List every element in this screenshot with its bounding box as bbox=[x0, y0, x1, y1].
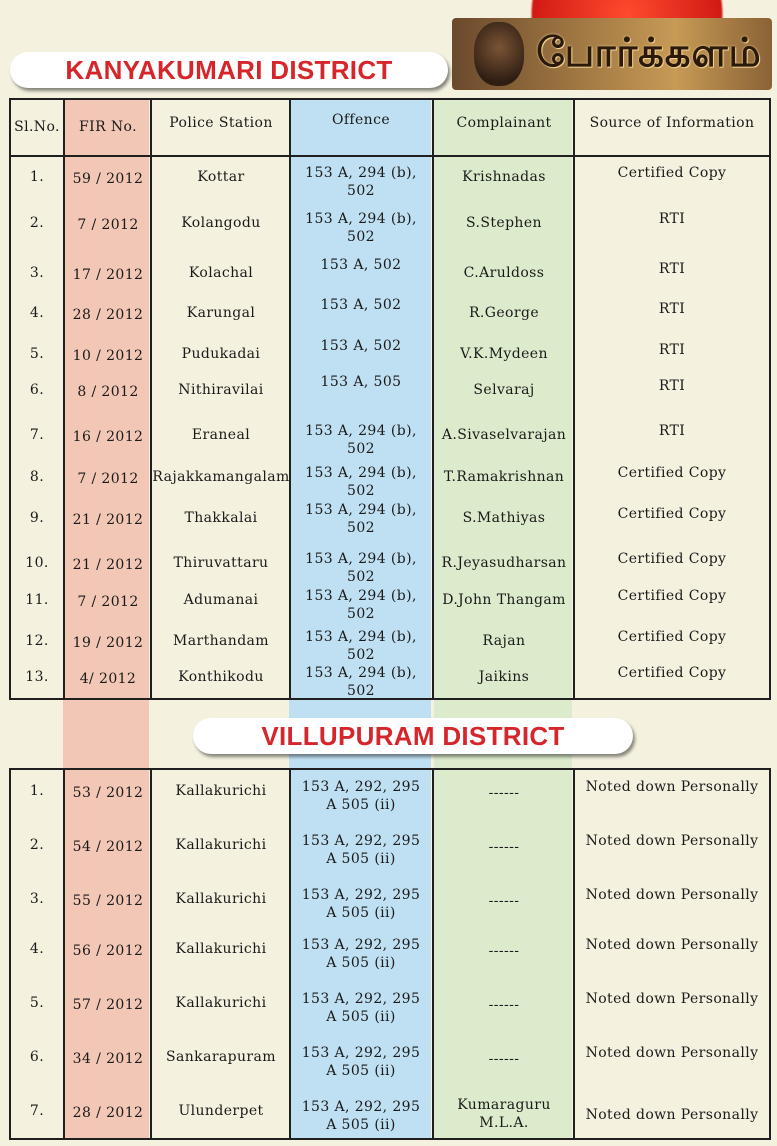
source-of-information-cell: Certified Copy bbox=[617, 465, 727, 481]
logo-title: போர்க்களம் bbox=[536, 29, 762, 76]
police-station-cell: Pudukadai bbox=[181, 346, 261, 362]
police-station-cell: Kallakurichi bbox=[175, 783, 267, 799]
source-of-information-cell: Certified Copy bbox=[617, 165, 727, 181]
offence-cell: 153 A, 292, 295 A 505 (ii) bbox=[301, 991, 421, 1025]
offence-cell: 153 A, 292, 295 A 505 (ii) bbox=[301, 779, 421, 813]
police-station-cell: Kolangodu bbox=[181, 215, 261, 231]
complainant-cell: Krishnadas bbox=[462, 169, 546, 185]
source-of-information-cell: Certified Copy bbox=[617, 665, 727, 681]
sl-no-cell: 2. bbox=[29, 837, 45, 853]
header-complainant: Complainant bbox=[456, 115, 552, 131]
sl-no-cell: 5. bbox=[29, 995, 45, 1011]
fir-no-cell: 54 / 2012 bbox=[72, 839, 144, 855]
sl-no-cell: 7. bbox=[29, 1103, 45, 1119]
sl-no-cell: 3. bbox=[29, 891, 45, 907]
source-of-information-cell: RTI bbox=[658, 301, 686, 317]
source-of-information-cell: Noted down Personally bbox=[585, 991, 759, 1007]
offence-cell: 153 A, 505 bbox=[320, 374, 402, 390]
source-of-information-cell: Noted down Personally bbox=[585, 1107, 759, 1123]
complainant-cell: C.Aruldoss bbox=[463, 265, 545, 281]
fir-no-cell: 4/ 2012 bbox=[79, 671, 137, 687]
sl-no-cell: 1. bbox=[29, 169, 45, 185]
complainant-cell: S.Stephen bbox=[466, 215, 542, 231]
police-station-cell: Nithiravilai bbox=[178, 382, 264, 398]
fir-no-cell: 19 / 2012 bbox=[72, 635, 144, 651]
police-station-cell: Thakkalai bbox=[184, 510, 258, 526]
sl-no-cell: 4. bbox=[29, 305, 45, 321]
fir-no-cell: 59 / 2012 bbox=[72, 171, 144, 187]
complainant-cell: ------ bbox=[488, 785, 520, 801]
offence-cell: 153 A, 292, 295 A 505 (ii) bbox=[301, 937, 421, 971]
sl-no-cell: 10. bbox=[25, 555, 49, 571]
magazine-logo bbox=[452, 0, 777, 92]
complainant-cell: V.K.Mydeen bbox=[460, 346, 548, 362]
fir-no-cell: 16 / 2012 bbox=[72, 429, 144, 445]
source-of-information-cell: Noted down Personally bbox=[585, 833, 759, 849]
header-divider bbox=[11, 155, 769, 157]
source-of-information-cell: Noted down Personally bbox=[585, 1045, 759, 1061]
fir-no-cell: 8 / 2012 bbox=[77, 384, 139, 400]
complainant-cell: Selvaraj bbox=[473, 382, 535, 398]
offence-cell: 153 A, 502 bbox=[320, 257, 402, 273]
sl-no-cell: 9. bbox=[29, 510, 45, 526]
sl-no-cell: 11. bbox=[25, 592, 49, 608]
police-station-cell: Eraneal bbox=[191, 427, 251, 443]
complainant-cell: ------ bbox=[488, 893, 520, 909]
fir-no-cell: 21 / 2012 bbox=[72, 557, 144, 573]
fir-no-cell: 10 / 2012 bbox=[72, 348, 144, 364]
header-sl-no: Sl.No. bbox=[14, 119, 60, 135]
police-station-cell: Kallakurichi bbox=[175, 837, 267, 853]
sl-no-cell: 2. bbox=[29, 215, 45, 231]
offence-cell: 153 A, 292, 295 A 505 (ii) bbox=[301, 887, 421, 921]
source-of-information-cell: Noted down Personally bbox=[585, 937, 759, 953]
fir-no-cell: 21 / 2012 bbox=[72, 512, 144, 528]
police-station-cell: Adumanai bbox=[183, 592, 259, 608]
complainant-cell: S.Mathiyas bbox=[462, 510, 546, 526]
complainant-cell: R.George bbox=[468, 305, 540, 321]
fir-no-cell: 57 / 2012 bbox=[72, 997, 144, 1013]
sl-no-cell: 7. bbox=[29, 427, 45, 443]
police-station-cell: Thiruvattaru bbox=[173, 555, 269, 571]
police-station-cell: Kallakurichi bbox=[175, 995, 267, 1011]
police-station-cell: Kallakurichi bbox=[175, 941, 267, 957]
complainant-cell: T.Ramakrishnan bbox=[443, 469, 565, 485]
fir-no-cell: 7 / 2012 bbox=[77, 471, 139, 487]
offence-cell: 153 A, 294 (b), 502 bbox=[305, 551, 417, 585]
offence-cell: 153 A, 294 (b), 502 bbox=[305, 502, 417, 536]
sl-no-cell: 12. bbox=[25, 633, 49, 649]
offence-cell: 153 A, 292, 295 A 505 (ii) bbox=[301, 833, 421, 867]
source-of-information-cell: RTI bbox=[658, 378, 686, 394]
source-of-information-cell: RTI bbox=[658, 342, 686, 358]
police-station-cell: Karungal bbox=[186, 305, 256, 321]
header-police-station: Police Station bbox=[169, 115, 273, 131]
offence-cell: 153 A, 294 (b), 502 bbox=[305, 629, 417, 663]
source-of-information-cell: Noted down Personally bbox=[585, 887, 759, 903]
sl-no-cell: 3. bbox=[29, 265, 45, 281]
offence-cell: 153 A, 294 (b), 502 bbox=[305, 165, 417, 199]
complainant-cell: Jaikins bbox=[478, 669, 530, 685]
police-station-cell: Kallakurichi bbox=[175, 891, 267, 907]
fir-no-cell: 34 / 2012 bbox=[72, 1051, 144, 1067]
police-station-cell: Kolachal bbox=[188, 265, 254, 281]
police-station-cell: Kottar bbox=[197, 169, 245, 185]
header-offence: Offence bbox=[331, 112, 391, 128]
complainant-cell: D.John Thangam bbox=[442, 592, 566, 608]
offence-cell: 153 A, 502 bbox=[320, 297, 402, 313]
source-of-information-cell: Certified Copy bbox=[617, 629, 727, 645]
offence-cell: 153 A, 294 (b), 502 bbox=[305, 465, 417, 499]
sl-no-cell: 8. bbox=[29, 469, 45, 485]
sl-no-cell: 5. bbox=[29, 346, 45, 362]
villupuram-district-banner: VILLUPURAM DISTRICT bbox=[193, 718, 633, 754]
header-source: Source of Information bbox=[589, 115, 755, 131]
source-of-information-cell: RTI bbox=[658, 423, 686, 439]
offence-cell: 153 A, 294 (b), 502 bbox=[305, 423, 417, 457]
source-of-information-cell: Certified Copy bbox=[617, 551, 727, 567]
offence-cell: 153 A, 294 (b), 502 bbox=[305, 211, 417, 245]
sl-no-cell: 1. bbox=[29, 783, 45, 799]
offence-cell: 153 A, 292, 295 A 505 (ii) bbox=[301, 1099, 421, 1133]
police-station-cell: Marthandam bbox=[173, 633, 269, 649]
source-of-information-cell: RTI bbox=[658, 261, 686, 277]
complainant-cell: Kumaraguru M.L.A. bbox=[457, 1097, 551, 1131]
source-of-information-cell: RTI bbox=[658, 211, 686, 227]
offence-cell: 153 A, 292, 295 A 505 (ii) bbox=[301, 1045, 421, 1079]
police-station-cell: Ulunderpet bbox=[178, 1103, 264, 1119]
source-of-information-cell: Certified Copy bbox=[617, 588, 727, 604]
complainant-cell: A.Sivaselvarajan bbox=[441, 427, 567, 443]
fir-no-cell: 28 / 2012 bbox=[72, 307, 144, 323]
source-of-information-cell: Noted down Personally bbox=[585, 779, 759, 795]
sl-no-cell: 4. bbox=[29, 941, 45, 957]
complainant-cell: ------ bbox=[488, 943, 520, 959]
complainant-cell: ------ bbox=[488, 1051, 520, 1067]
kanyakumari-table bbox=[9, 98, 771, 700]
sl-no-cell: 6. bbox=[29, 1049, 45, 1065]
portrait-graphic bbox=[474, 22, 524, 86]
complainant-cell: R.Jeyasudharsan bbox=[441, 555, 567, 571]
header-fir-no: FIR No. bbox=[79, 119, 137, 135]
complainant-cell: ------ bbox=[488, 997, 520, 1013]
fir-no-cell: 7 / 2012 bbox=[77, 594, 139, 610]
complainant-cell: ------ bbox=[488, 839, 520, 855]
fir-no-cell: 28 / 2012 bbox=[72, 1105, 144, 1121]
police-station-cell: Rajakkamangalam bbox=[152, 469, 290, 485]
offence-cell: 153 A, 294 (b), 502 bbox=[305, 588, 417, 622]
kanyakumari-district-banner: KANYAKUMARI DISTRICT bbox=[10, 52, 448, 88]
sl-no-cell: 13. bbox=[25, 669, 49, 685]
offence-cell: 153 A, 294 (b), 502 bbox=[305, 665, 417, 699]
police-station-cell: Sankarapuram bbox=[166, 1049, 276, 1065]
fir-no-cell: 55 / 2012 bbox=[72, 893, 144, 909]
complainant-cell: Rajan bbox=[482, 633, 526, 649]
source-of-information-cell: Certified Copy bbox=[617, 506, 727, 522]
fir-no-cell: 53 / 2012 bbox=[72, 785, 144, 801]
offence-cell: 153 A, 502 bbox=[320, 338, 402, 354]
police-station-cell: Konthikodu bbox=[178, 669, 264, 685]
fir-no-cell: 17 / 2012 bbox=[72, 267, 144, 283]
sl-no-cell: 6. bbox=[29, 382, 45, 398]
villupuram-table bbox=[9, 768, 771, 1140]
fir-no-cell: 7 / 2012 bbox=[77, 217, 139, 233]
fir-no-cell: 56 / 2012 bbox=[72, 943, 144, 959]
